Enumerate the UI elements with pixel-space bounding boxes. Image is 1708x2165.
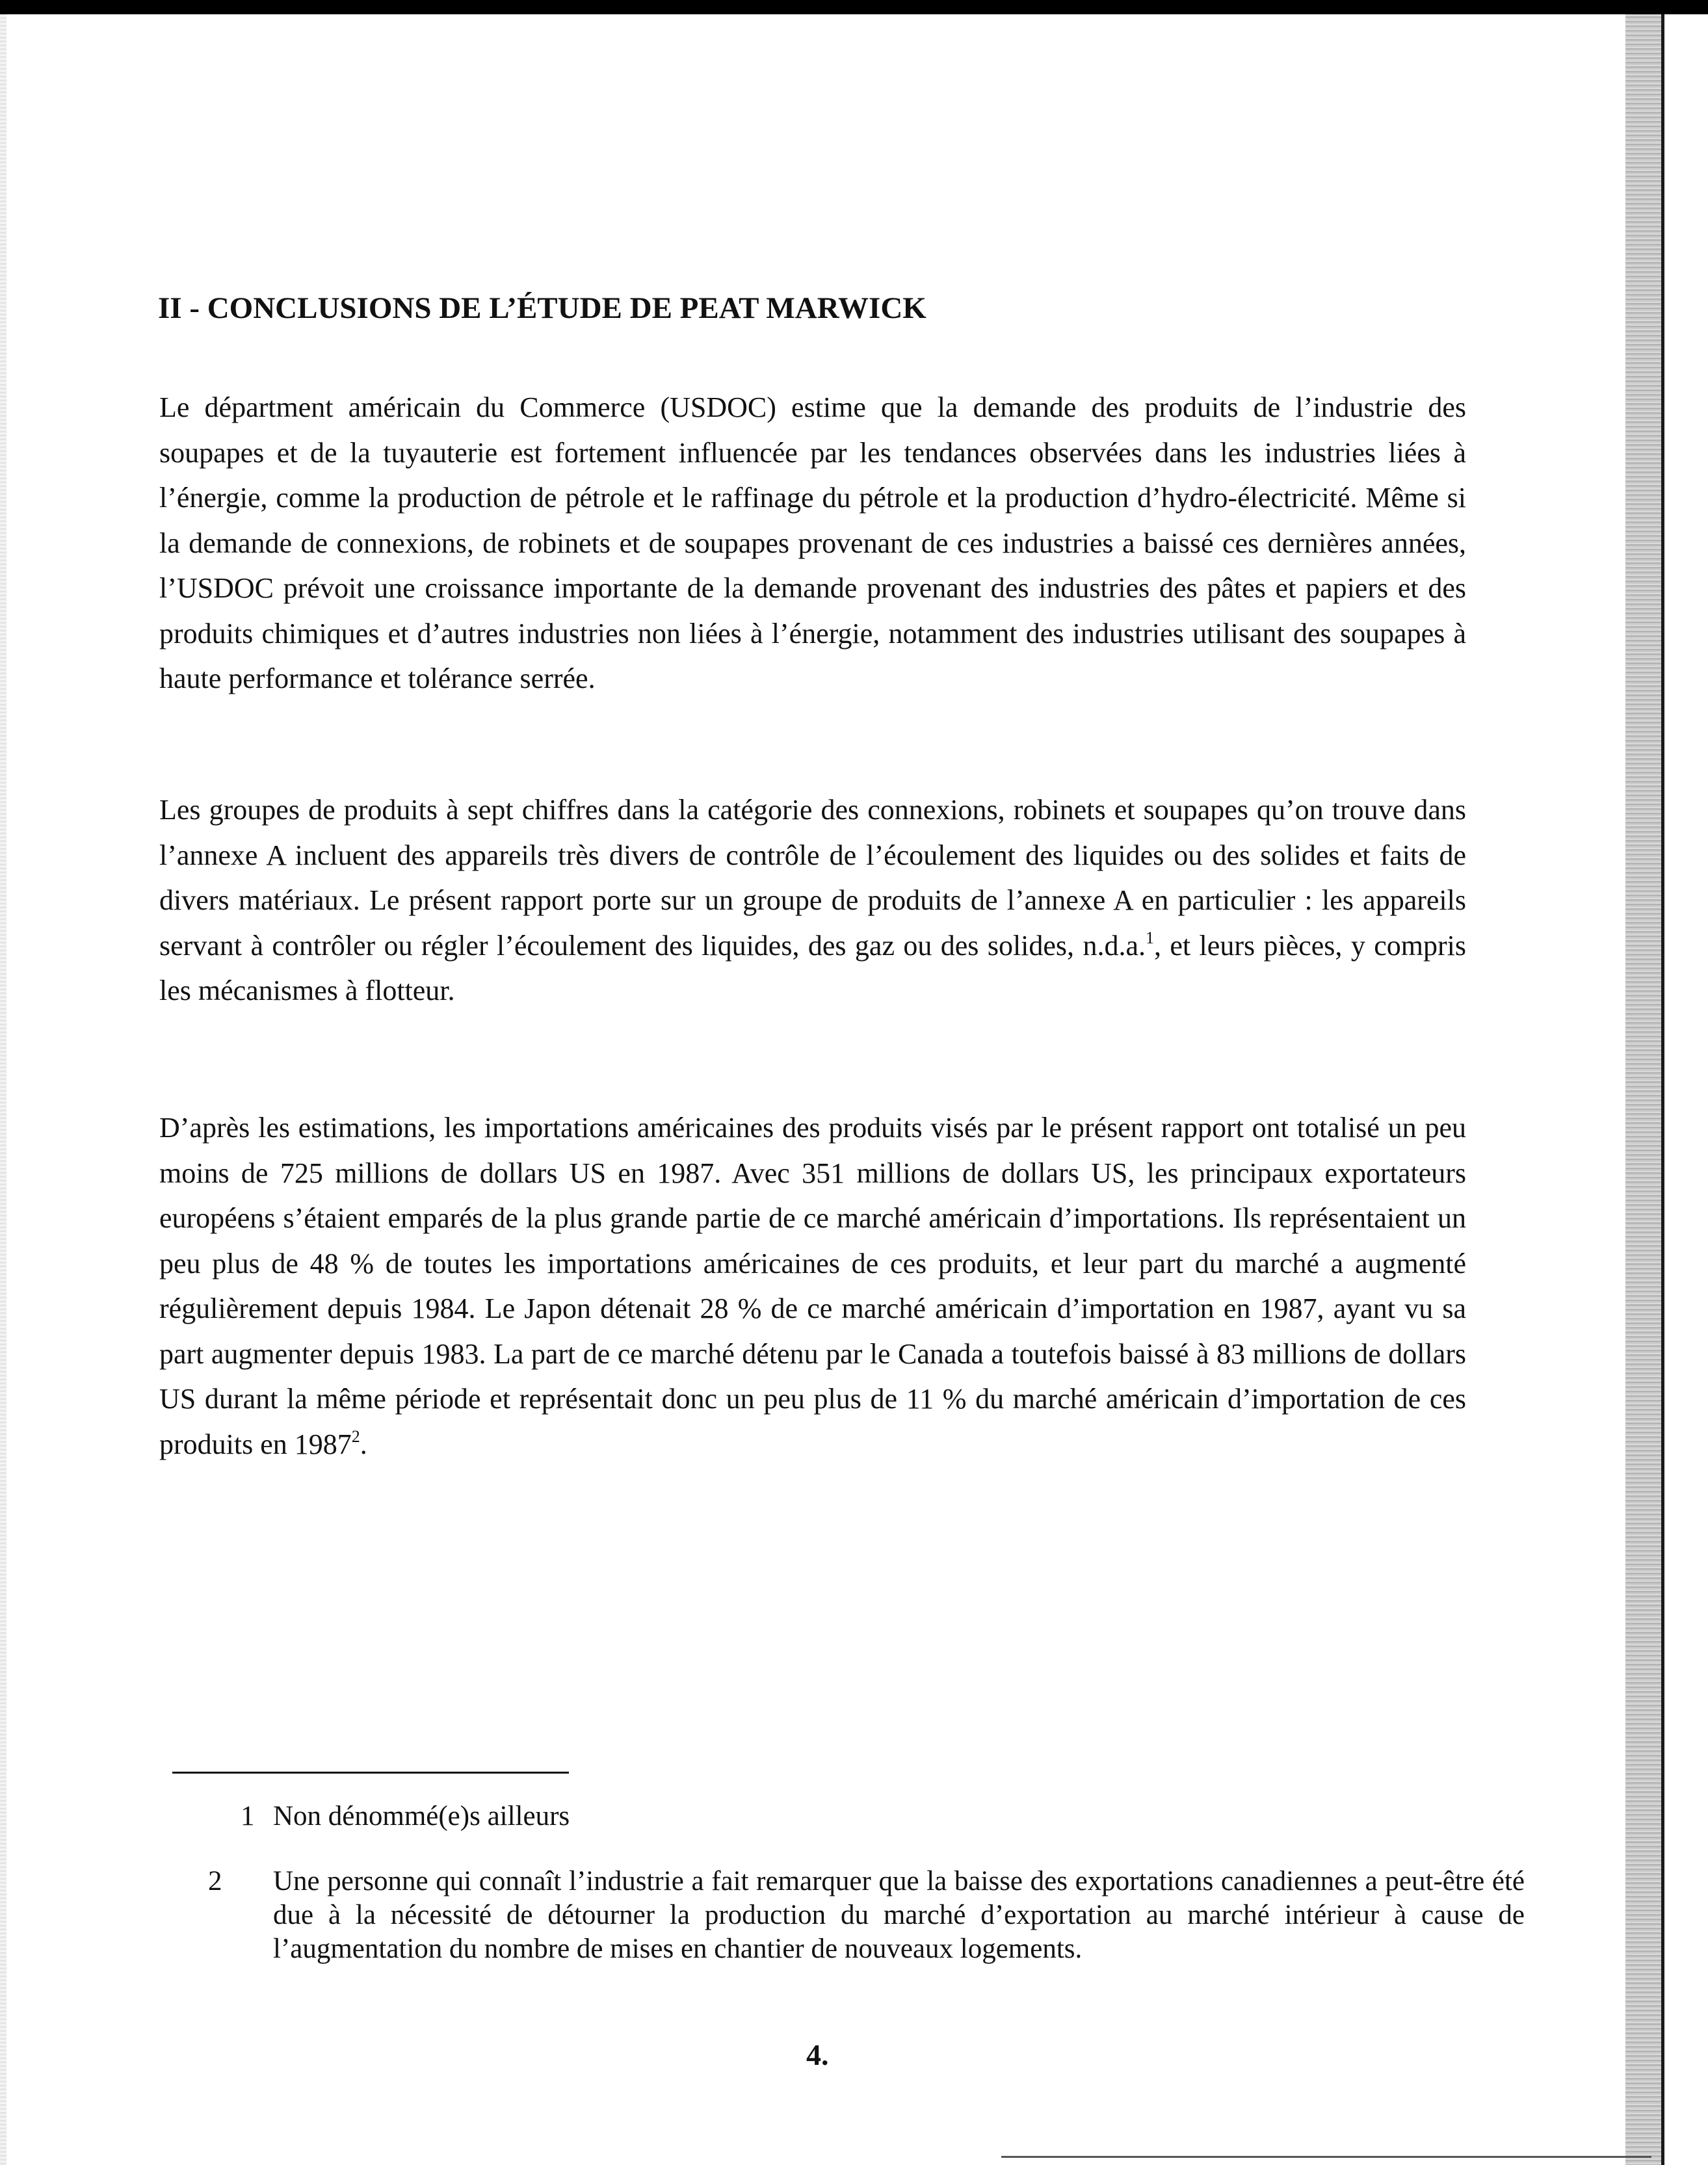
footnote-1 [241, 1800, 1492, 1833]
footnote-2-number: 2 [208, 1866, 222, 1896]
footnote-2-text: Une personne qui connaît l’industrie a fait remarquer que la baisse des exportations canadiennes a peut-être été due à la nécessité de détourner la production du marché d’exportation au marché intérieur à cause de l’augmentation du nombre de mises en chantier de nouveaux logements. [273, 1866, 1525, 1964]
scan-right-edge-line [1661, 14, 1664, 2165]
paragraph-2-text-end: , et leurs pièces, y compris les mécanismes à flotteur. [159, 929, 1466, 1006]
footnote-ref-2: 2 [351, 1426, 360, 1446]
paragraph-2-text-start: Les groupes de produits à sept chiffres dans la catégorie des connexions, robinets et soupapes qu’on trouve dans l’annexe A incluent des appareils très divers de contrôle de l’écoulement des liquides ou des solides et faits de divers matériaux. Le présent rapport porte sur un groupe de produits de l’annexe A en particulier : les appareils servant à contrôler ou régler l’écoulement des liquides, des gaz ou des solides, n.d.a. [159, 794, 1466, 962]
scan-bottom-line [1001, 2156, 1651, 2158]
section-heading: II - CONCLUSIONS DE L’ÉTUDE DE PEAT MARWICK [158, 291, 926, 325]
footnote-2 [208, 1865, 1525, 1966]
footnote-1-text: Non dénommé(e)s ailleurs [273, 1801, 570, 1831]
paragraph-3 [159, 1105, 1466, 1467]
footnote-1-number: 1 [241, 1801, 255, 1831]
scan-top-border [0, 0, 1708, 14]
page-number: 4. [806, 2038, 829, 2071]
footnote-separator [172, 1772, 569, 1774]
paragraph-3-text-start: D’après les estimations, les importations américaines des produits visés par le présent rapport ont totalisé un peu moins de 725 millions de dollars US en 1987. Avec 351 millions de dollars US, les principaux exportateurs européens s’étaient emparés de la plus grande partie de ce marché américain d’importations. Ils représentaient un peu plus de 48 % de toutes les importations américaines de ces produits, et leur part du marché a augmenté régulièrement depuis 1984. Le Japon détenait 28 % de ce marché américain d’importation en 1987, ayant vu sa part augmenter depuis 1983. La part de ce marché détenu par le Canada a toutefois baissé à 83 millions de dollars US durant la même période et représentait donc un peu plus de 11 % du marché américain d’importation de ces produits en 1987 [159, 1112, 1466, 1460]
scan-left-edge [0, 14, 7, 2165]
scan-right-shadow [1625, 14, 1661, 2165]
paragraph-1: Le départment américain du Commerce (USDOC) estime que la demande des produits de l’industrie des soupapes et de la tuyauterie est fortement influencée par les tendances observées dans les industries liées à l’énergie, comme la production de pétrole et le raffinage du pétrole et la production d’hydro-électricité. Même si la demande de connexions, de robinets et de soupapes provenant de ces industries a baissé ces dernières années, l’USDOC prévoit une croissance importante de la demande provenant des industries des pâtes et papiers et des produits chimiques et d’autres industries non liées à l’énergie, notamment des industries utilisant des soupapes à haute performance et tolérance serrée. [159, 391, 1466, 694]
footnote-ref-1: 1 [1146, 928, 1154, 947]
paragraph-2 [159, 787, 1466, 1014]
paragraph-3-text-end: . [360, 1428, 367, 1460]
